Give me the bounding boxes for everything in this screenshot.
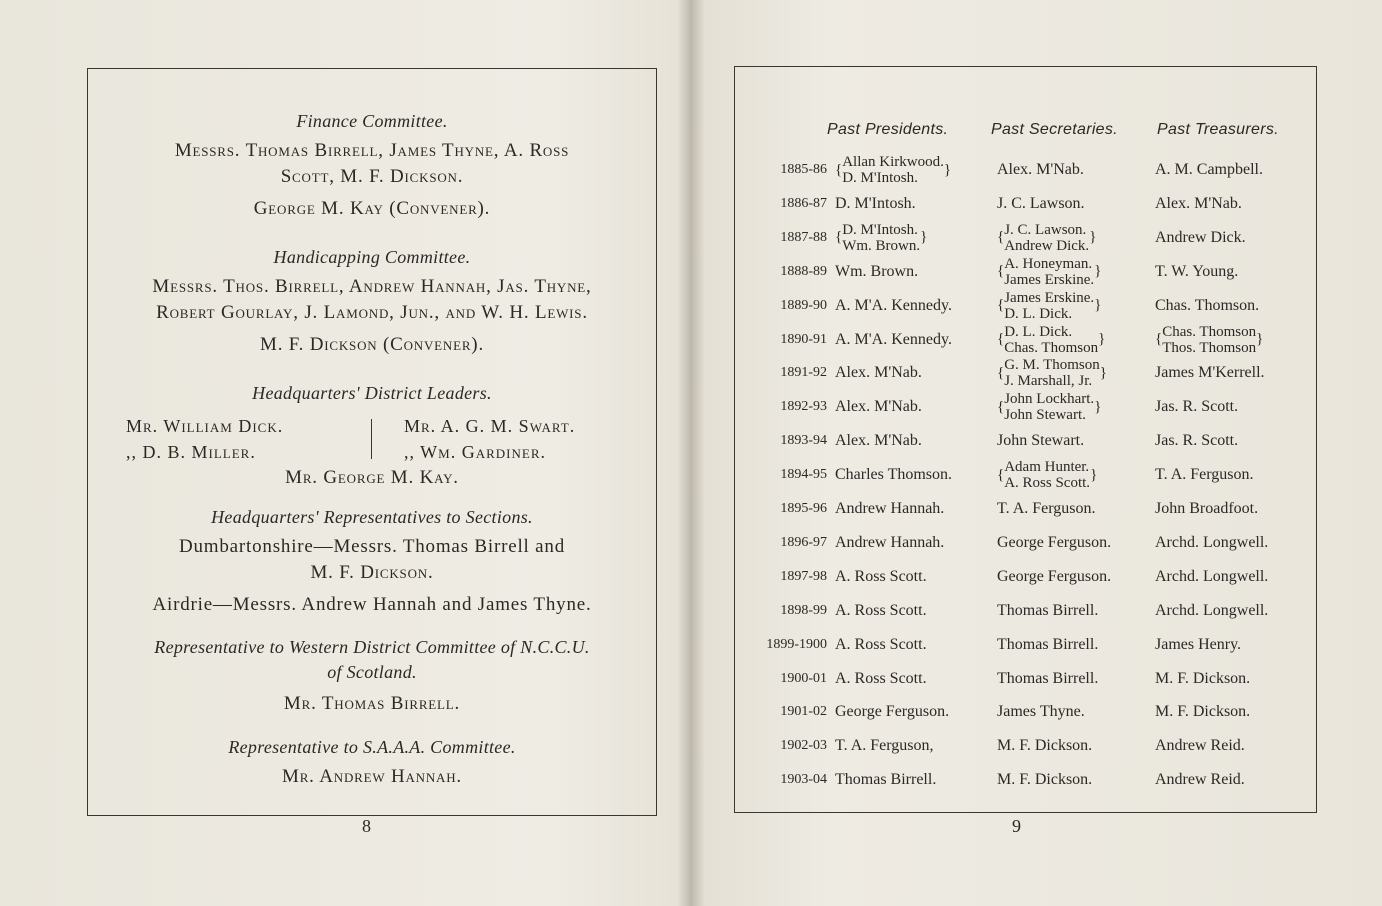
president-cell [835, 662, 985, 696]
president-cell-text: A. M'A. Kennedy. [835, 330, 952, 348]
president-cell [835, 526, 985, 560]
secretary-cell-text: J. Marshall, Jr. [1004, 373, 1093, 390]
secretary-cell [997, 729, 1157, 763]
brace-right: } [1094, 263, 1102, 280]
secretary-cell [997, 187, 1157, 221]
finance-members-line2: Scott, M. F. Dickson. [280, 166, 464, 187]
table-row [735, 560, 1316, 594]
secretary-cell [997, 458, 1157, 492]
finance-members-line1: Messrs. Thomas Birrell, James Thyne, A. Ross [174, 140, 570, 161]
brace-right: } [1094, 398, 1102, 415]
district-leaders-heading-wrap [88, 383, 656, 404]
handicapping-convener: M. F. Dickson (Convener). [260, 334, 484, 355]
treasurer-cell-stack [1162, 324, 1256, 356]
secretary-cell [997, 560, 1157, 594]
table-row [735, 221, 1316, 255]
table-row [735, 390, 1316, 424]
treasurer-cell [1155, 628, 1320, 662]
representatives-heading: Headquarters' Representatives to Sections. [211, 507, 533, 527]
president-cell [835, 255, 985, 289]
year-cell: 1887-88 [780, 229, 827, 245]
president-cell [835, 594, 985, 628]
treasurer-cell-text: Andrew Reid. [1155, 737, 1245, 755]
secretary-cell-text: James Thyne. [997, 703, 1085, 721]
secretary-cell [997, 323, 1157, 357]
finance-committee [88, 111, 656, 222]
district-leaders-bottom-wrap [88, 465, 656, 491]
treasurer-cell [1155, 323, 1320, 357]
brace-right: } [920, 229, 928, 246]
year-cell: 1901-02 [780, 704, 827, 720]
year-cell: 1894-95 [780, 467, 827, 483]
district-leader-bottom: Mr. George M. Kay. [285, 467, 459, 488]
secretary-cell-stack [1004, 357, 1100, 389]
year-cell: 1891-92 [780, 365, 827, 381]
year-cell: 1889-90 [780, 297, 827, 313]
secretary-cell-text: J. C. Lawson. [1004, 221, 1087, 238]
treasurer-cell [1155, 153, 1320, 187]
secretary-cell [997, 492, 1157, 526]
brace-right: } [1099, 364, 1107, 381]
western-district-representative [88, 637, 656, 717]
secretary-cell-stack [1004, 324, 1098, 356]
secretary-cell-text: M. F. Dickson. [997, 771, 1093, 789]
handicapping-heading: Handicapping Committee. [273, 247, 471, 267]
brace-right: } [1256, 331, 1264, 347]
treasurer-cell-text: T. A. Ferguson. [1155, 466, 1254, 484]
president-cell-text: Alex. M'Nab. [835, 398, 922, 416]
district-leaders [88, 413, 656, 469]
secretary-cell-text: George Ferguson. [997, 533, 1112, 551]
president-cell [835, 695, 985, 729]
district-leaders-right-column [404, 413, 575, 465]
secretary-cell [997, 424, 1157, 458]
treasurer-cell-text: M. F. Dickson. [1155, 703, 1251, 721]
secretary-cell-text: G. M. Thomson [1004, 357, 1100, 374]
president-cell-stack [842, 154, 944, 186]
president-cell-text: Andrew Hannah. [835, 500, 945, 517]
president-cell-text: A. Ross Scott. [835, 669, 927, 687]
header-past-secretaries: Past Secretaries. [991, 121, 1118, 138]
district-leaders-heading: Headquarters' District Leaders. [252, 383, 492, 403]
secretary-cell [997, 662, 1157, 696]
secretary-cell-stack [1004, 391, 1094, 423]
secretary-cell-stack [1004, 222, 1089, 254]
treasurer-cell-text: A. M. Campbell. [1155, 161, 1263, 178]
year-cell: 1886-87 [780, 195, 827, 211]
president-cell [835, 492, 985, 526]
saaa-representative [88, 737, 656, 790]
handicapping-committee [88, 247, 656, 358]
secretary-cell-text: John Stewart. [1004, 407, 1086, 424]
western-representative-name: Mr. Thomas Birrell. [283, 693, 461, 714]
president-cell [835, 289, 985, 323]
president-cell-text: A. M'A. Kennedy. [835, 296, 952, 314]
saaa-representative-name: Mr. Andrew Hannah. [282, 766, 462, 787]
secretary-cell-stack [1004, 256, 1094, 288]
section-representatives [88, 507, 656, 618]
president-cell-text: T. A. Ferguson, [835, 737, 934, 755]
brace-left: { [997, 398, 1005, 415]
secretary-cell-text: Chas. Thomson [1004, 339, 1099, 356]
president-cell-text: A. Ross Scott. [835, 601, 927, 619]
secretary-cell-text: George Ferguson. [997, 567, 1112, 585]
president-cell-text: Andrew Hannah. [835, 533, 945, 551]
year-cell: 1900-01 [780, 670, 827, 686]
brace-left: { [997, 229, 1005, 246]
treasurer-cell-text: Archd. Longwell. [1155, 533, 1269, 551]
president-cell [835, 187, 985, 221]
president-cell [835, 390, 985, 424]
brace-left: { [835, 229, 843, 246]
president-cell [835, 628, 985, 662]
header-past-treasurers: Past Treasurers. [1157, 121, 1279, 138]
president-cell [835, 458, 985, 492]
treasurer-cell [1155, 255, 1320, 289]
year-cell: 1890-91 [780, 331, 827, 347]
table-row [735, 323, 1316, 357]
treasurer-cell-text: Chas. Thomson. [1155, 296, 1260, 314]
finance-convener: George M. Kay (Convener). [253, 198, 491, 219]
treasurer-cell [1155, 221, 1320, 255]
dumbartonshire-line1: Dumbartonshire—Messrs. Thomas Birrell and [178, 536, 565, 557]
treasurer-cell-text: Andrew Reid. [1155, 771, 1245, 789]
secretary-cell-text: James Erskine. [1004, 289, 1095, 306]
secretary-cell [997, 153, 1157, 187]
secretary-cell-text: Thomas Birrell. [997, 601, 1099, 619]
left-page-frame [87, 68, 657, 816]
table-row [735, 187, 1316, 221]
treasurer-cell [1155, 390, 1320, 424]
finance-heading: Finance Committee. [296, 111, 448, 131]
president-cell-text: D. M'Intosh. [842, 221, 918, 238]
treasurer-cell-text: Archd. Longwell. [1155, 567, 1269, 585]
treasurer-cell [1155, 492, 1320, 526]
president-cell [835, 763, 985, 797]
leader-name: ,, Wm. Gardiner. [404, 442, 546, 462]
airdrie-line: Airdrie—Messrs. Andrew Hannah and James Thyne. [152, 594, 592, 615]
secretary-cell [997, 526, 1157, 560]
treasurer-cell [1155, 729, 1320, 763]
treasurer-cell-text: T. W. Young. [1155, 262, 1239, 280]
secretary-cell-text: T. A. Ferguson. [997, 500, 1096, 517]
secretary-cell-text: Alex. M'Nab. [997, 161, 1084, 178]
year-cell: 1893-94 [780, 433, 827, 449]
treasurer-cell-text: M. F. Dickson. [1155, 669, 1251, 687]
brace-left: { [997, 297, 1005, 314]
treasurer-cell [1155, 289, 1320, 323]
treasurer-cell-text: Jas. R. Scott. [1155, 398, 1239, 416]
president-cell [835, 424, 985, 458]
page-number-right: 9 [1012, 816, 1021, 836]
secretary-cell [997, 221, 1157, 255]
brace-right: } [1098, 331, 1106, 347]
year-cell: 1899-1900 [766, 636, 827, 652]
president-cell [835, 221, 985, 255]
secretary-cell-stack [1004, 459, 1090, 491]
secretary-cell-text: A. Ross Scott. [1004, 475, 1091, 492]
year-cell: 1898-99 [780, 602, 827, 618]
secretary-cell-text: A. Honeyman. [1004, 255, 1093, 272]
secretary-cell-text: John Stewart. [997, 432, 1085, 450]
secretary-cell-stack [1004, 290, 1094, 322]
right-page [692, 0, 1382, 906]
year-cell: 1892-93 [780, 399, 827, 415]
treasurer-cell-text: Archd. Longwell. [1155, 601, 1269, 619]
president-cell-text: Wm. Brown. [842, 237, 921, 254]
president-cell [835, 560, 985, 594]
treasurer-cell [1155, 356, 1320, 390]
treasurer-cell [1155, 763, 1320, 797]
leader-name: Mr. A. G. M. Swart. [404, 416, 576, 436]
year-cell: 1902-03 [780, 738, 827, 754]
president-cell-text: Thomas Birrell. [835, 771, 937, 789]
table-row [735, 153, 1316, 187]
secretary-cell [997, 356, 1157, 390]
table-row [735, 695, 1316, 729]
treasurer-cell [1155, 560, 1320, 594]
secretary-cell-text: Thomas Birrell. [997, 669, 1099, 687]
brace-right: } [1094, 297, 1102, 314]
year-cell: 1895-96 [780, 501, 827, 516]
secretary-cell [997, 763, 1157, 797]
western-heading-line2: of Scotland. [327, 662, 417, 682]
secretary-cell-text: Adam Hunter. [1004, 459, 1090, 476]
treasurer-cell [1155, 187, 1320, 221]
handicapping-members-line2: Robert Gourlay, J. Lamond, Jun., and W. H. Lewis. [156, 302, 588, 323]
secretary-cell-text: James Erskine. [1004, 271, 1095, 288]
president-cell-text: Alex. M'Nab. [835, 364, 922, 382]
secretary-cell [997, 695, 1157, 729]
handicapping-members-line1: Messrs. Thos. Birrell, Andrew Hannah, Jas. Thyne, [152, 276, 592, 297]
table-row [735, 628, 1316, 662]
president-cell-text: A. Ross Scott. [835, 635, 927, 653]
president-cell-text: George Ferguson. [835, 703, 950, 721]
right-page-frame [734, 66, 1317, 813]
table-row [735, 594, 1316, 628]
secretary-cell-text: D. L. Dick. [1004, 305, 1073, 322]
table-row [735, 458, 1316, 492]
treasurer-cell-text: Chas. Thomson [1162, 323, 1257, 340]
table-row [735, 662, 1316, 696]
president-cell-stack [842, 222, 920, 254]
secretary-cell [997, 594, 1157, 628]
brace-left: { [1155, 331, 1163, 347]
secretary-cell [997, 390, 1157, 424]
treasurer-cell [1155, 594, 1320, 628]
brace-right: } [1089, 229, 1097, 246]
saaa-heading: Representative to S.A.A.A. Committee. [228, 737, 516, 757]
president-cell-text: Allan Kirkwood. [842, 154, 944, 170]
table-row [735, 289, 1316, 323]
president-cell-text: Wm. Brown. [835, 262, 919, 280]
table-row [735, 763, 1316, 797]
treasurer-cell-text: Jas. R. Scott. [1155, 432, 1239, 450]
treasurer-cell [1155, 458, 1320, 492]
brace-right: } [943, 161, 952, 178]
treasurer-cell [1155, 526, 1320, 560]
year-cell: 1897-98 [780, 568, 827, 584]
secretary-cell-text: D. L. Dick. [1004, 323, 1073, 340]
table-row [735, 729, 1316, 763]
treasurer-cell-text: James M'Kerrell. [1155, 364, 1265, 382]
table-row [735, 492, 1316, 526]
left-page [0, 0, 690, 906]
treasurer-cell [1155, 424, 1320, 458]
year-cell: 1896-97 [780, 534, 827, 550]
brace-left: { [997, 466, 1005, 483]
secretary-cell-text: M. F. Dickson. [997, 737, 1093, 755]
district-leaders-left-column [126, 413, 283, 465]
treasurer-cell-text: James Henry. [1155, 635, 1242, 653]
treasurer-cell-text: Andrew Dick. [1155, 228, 1246, 246]
secretary-cell [997, 255, 1157, 289]
secretary-cell-text: John Lockhart. [1004, 391, 1095, 408]
year-cell: 1888-89 [780, 263, 827, 279]
secretary-cell-text: Andrew Dick. [1004, 237, 1090, 254]
president-cell-text: Alex. M'Nab. [835, 432, 922, 450]
leader-name: Mr. William Dick. [126, 416, 284, 436]
brace-left: { [997, 331, 1005, 347]
year-cell: 1903-04 [780, 772, 827, 788]
president-cell-text: D. M'Intosh. [842, 170, 918, 186]
dumbartonshire-line2: M. F. Dickson. [310, 562, 434, 583]
president-cell [835, 153, 985, 187]
treasurer-cell [1155, 695, 1320, 729]
table-row [735, 356, 1316, 390]
secretary-cell-text: J. C. Lawson. [997, 194, 1085, 212]
secretary-cell-text: Thomas Birrell. [997, 635, 1099, 653]
president-cell [835, 729, 985, 763]
treasurer-cell [1155, 662, 1320, 696]
president-cell-text: A. Ross Scott. [835, 567, 927, 585]
table-row [735, 424, 1316, 458]
treasurer-cell-text: John Broadfoot. [1155, 500, 1259, 517]
column-divider [371, 419, 372, 459]
western-heading-line1: Representative to Western District Committee of N.C.C.U. [154, 637, 590, 657]
brace-left: { [835, 161, 843, 178]
president-cell-text: D. M'Intosh. [835, 194, 916, 212]
secretary-cell [997, 289, 1157, 323]
brace-left: { [997, 364, 1005, 381]
table-row [735, 526, 1316, 560]
brace-right: } [1090, 466, 1098, 483]
treasurer-cell-text: Thos. Thomson [1162, 339, 1257, 356]
president-cell [835, 356, 985, 390]
president-cell-text: Charles Thomson. [835, 466, 953, 484]
year-cell: 1885-86 [780, 162, 827, 177]
header-past-presidents: Past Presidents. [827, 121, 949, 138]
secretary-cell [997, 628, 1157, 662]
president-cell [835, 323, 985, 357]
treasurer-cell-text: Alex. M'Nab. [1155, 194, 1242, 212]
page-number-left: 8 [362, 816, 371, 836]
leader-name: ,, D. B. Miller. [126, 442, 256, 462]
brace-left: { [997, 263, 1005, 280]
table-row [735, 255, 1316, 289]
